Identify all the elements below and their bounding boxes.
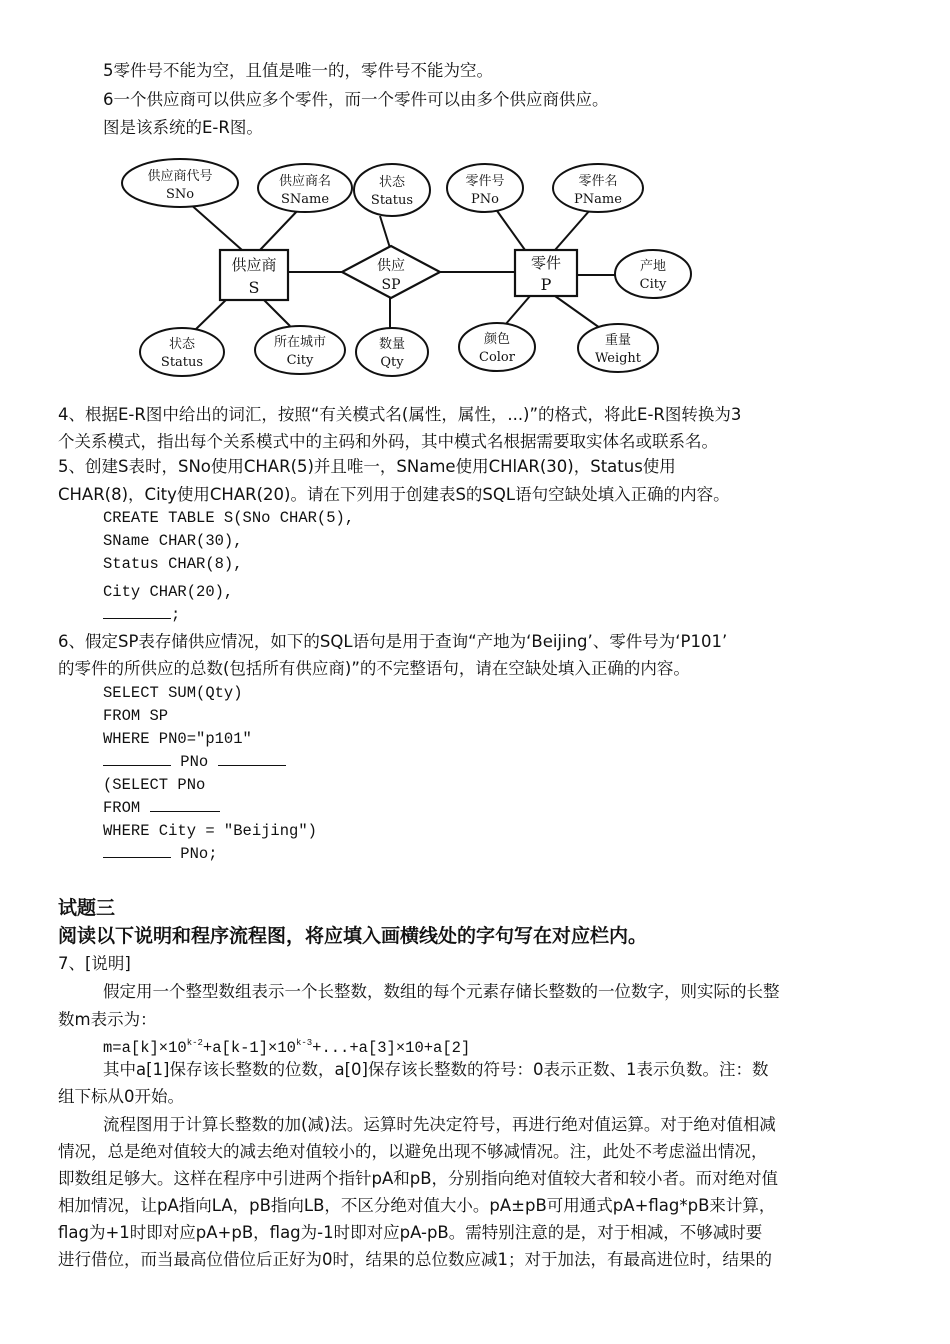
attr-p-city — [615, 250, 691, 298]
attr-weight-en: Weight — [594, 351, 642, 366]
attr-sname — [258, 164, 352, 212]
attr-p-city-cn: 产地 — [639, 259, 667, 274]
attr-qty-cn: 数量 — [378, 337, 406, 352]
attr-color — [459, 323, 535, 371]
q7-p3-line-2: 情况，总是绝对值较大的减去绝对值较小的，以避免出现不够减情况。注，此处不考虑溢出情况， — [58, 1142, 768, 1161]
er-diagram — [110, 150, 710, 382]
relationship-supply-cn: 供应 — [377, 258, 405, 274]
attr-weight — [578, 324, 658, 372]
q5-answer-blank[interactable] — [103, 604, 171, 619]
q6-code-8-end: PNo; — [171, 845, 218, 863]
q7-label: 7、[说明] — [58, 954, 131, 973]
q6-code-8 — [103, 843, 218, 865]
q7-p3-line-6: 进行借位，而当最高位借位后正好为0时，结果的总位数应减1；对于加法，有最高进位时，结果的 — [58, 1250, 772, 1269]
attr-pname-en: PName — [574, 192, 622, 207]
attr-pno-cn: 零件号 — [465, 174, 505, 189]
section3-title: 试题三 — [58, 897, 116, 919]
attr-s-city — [255, 326, 345, 374]
attr-sp-status-en: Status — [370, 193, 414, 208]
intro-line-2: 6一个供应商可以供应多个零件，而一个零件可以由多个供应商供应。 — [103, 90, 609, 109]
q6-answer-blank-2[interactable] — [218, 751, 286, 766]
q6-code-4-mid: PNo — [171, 753, 218, 771]
q7-formula-part-b: +a[k-1]×10 — [202, 1039, 296, 1057]
attr-sname-en: SName — [280, 192, 330, 207]
q7-p2-line-2: 组下标从0开始。 — [58, 1087, 184, 1106]
q6-code-6 — [103, 797, 220, 819]
q5-line-1: 5、创建S表时，SNo使用CHAR(5)并且唯一，SName使用CHlAR(30)，Status使用 — [58, 457, 676, 476]
intro-line-3: 图是该系统的E-R图。 — [103, 118, 263, 137]
entity-supplier-code: S — [248, 278, 260, 297]
q7-p3-line-5: flag为+1时即对应pA+pB，flag为-1时即对应pA-pB。需特别注意的是，对于相减，不够减时要 — [58, 1223, 763, 1242]
q5-line-2: CHAR(8)，City使用CHAR(20)。请在下列用于创建表S的SQL语句空缺处填入正确的内容。 — [58, 485, 730, 504]
q6-answer-blank-3[interactable] — [150, 797, 220, 812]
q6-answer-blank-4[interactable] — [103, 843, 171, 858]
q7-formula-exp-1: k-2 — [186, 1038, 203, 1048]
attr-s-status-cn: 状态 — [168, 337, 196, 352]
attr-sno-en: SNo — [165, 187, 195, 202]
attr-s-city-cn: 所在城市 — [273, 335, 327, 350]
q7-p1-line-1: 假定用一个整型数组表示一个长整数，数组的每个元素存储长整数的一位数字，则实际的长整 — [103, 982, 780, 1001]
entity-part — [515, 250, 577, 296]
q7-p2-line-1: 其中a[1]保存该长整数的位数，a[0]保存该长整数的符号：0表示正数、1表示负数。注：数 — [103, 1060, 769, 1079]
attr-pname-cn: 零件名 — [578, 174, 618, 189]
q6-line-2: 的零件的所供应的总数(包括所有供应商)”的不完整语句，请在空缺处填入正确的内容。 — [58, 659, 690, 678]
intro-line-1: 5零件号不能为空，且值是唯一的，零件号不能为空。 — [103, 61, 493, 80]
q7-p3-line-4: 相加情况，让pA指向LA，pB指向LB，不区分绝对值大小。pA±pB可用通式pA+flag*pB来计算， — [58, 1196, 776, 1215]
attr-sname-cn: 供应商名 — [278, 174, 332, 189]
entity-supplier — [220, 250, 288, 300]
q7-formula-exp-2: k-3 — [295, 1038, 313, 1048]
attr-color-en: Color — [479, 350, 515, 365]
attr-qty — [356, 328, 428, 376]
attr-sno — [122, 159, 238, 207]
entity-supplier-cn: 供应商 — [231, 256, 277, 274]
q4-line-1: 4、根据E-R图中给出的词汇，按照“有关模式名(属性，属性，...)”的格式，将此E-R图转换为3 — [58, 405, 742, 424]
attr-s-city-en: City — [286, 353, 314, 368]
q7-p3-line-1: 流程图用于计算长整数的加(减)法。运算时先决定符号，再进行绝对值运算。对于绝对值相减 — [103, 1115, 776, 1134]
q5-code-end: ; — [171, 606, 181, 624]
attr-sp-status — [354, 164, 430, 216]
q6-code-6-text: FROM — [103, 799, 150, 817]
q6-code-3: WHERE PN0="p101" — [103, 730, 252, 748]
attr-s-status-en: Status — [160, 355, 204, 370]
entity-part-cn: 零件 — [530, 254, 562, 272]
q7-formula-part-a: m=a[k]×10 — [103, 1039, 187, 1057]
attr-pno — [447, 164, 523, 212]
q4-line-2: 个关系模式，指出每个关系模式中的主码和外码，其中模式名根据需要取实体名或联系名。 — [58, 432, 718, 451]
relationship-supply-code: SP — [381, 277, 401, 293]
attr-weight-cn: 重量 — [604, 333, 632, 348]
q6-code-7: WHERE City = "Beijing") — [103, 822, 317, 840]
q6-answer-blank-1[interactable] — [103, 751, 171, 766]
attr-qty-en: Qty — [380, 355, 404, 370]
attr-sno-cn: 供应商代号 — [147, 169, 213, 184]
q6-code-5: (SELECT PNo — [103, 776, 206, 794]
section3-subtitle: 阅读以下说明和程序流程图，将应填入画横线处的字句写在对应栏内。 — [58, 925, 648, 947]
attr-sp-status-cn: 状态 — [378, 175, 406, 190]
entity-part-code: P — [540, 275, 552, 294]
q5-code-3: Status CHAR(8), — [103, 555, 243, 573]
attr-color-cn: 颜色 — [483, 332, 511, 347]
q7-p3-line-3: 即数组足够大。这样在程序中引进两个指针pA和pB，分别指向绝对值较大者和较小者。而对绝对值 — [58, 1169, 779, 1188]
attr-pno-en: PNo — [471, 192, 499, 207]
q5-code-4: City CHAR(20), — [103, 583, 234, 601]
q6-code-2: FROM SP — [103, 707, 169, 725]
q5-code-5 — [103, 604, 180, 626]
q6-code-4 — [103, 751, 286, 773]
q7-formula — [103, 1032, 470, 1059]
q6-code-1: SELECT SUM(Qty) — [103, 684, 243, 702]
attr-s-status — [140, 328, 224, 376]
q7-p1-line-2: 数m表示为： — [58, 1010, 157, 1029]
q5-code-2: SName CHAR(30), — [103, 532, 243, 550]
attr-p-city-en: City — [639, 277, 667, 292]
q5-code-1: CREATE TABLE S(SNo CHAR(5), — [103, 509, 355, 527]
q7-formula-part-c: +...+a[3]×10+a[2] — [312, 1039, 471, 1057]
q6-line-1: 6、假定SP表存储供应情况，如下的SQL语句是用于查询“产地为‘Beijing’、零件号为‘P101’ — [58, 632, 728, 651]
attr-pname — [553, 164, 643, 212]
relationship-supply — [342, 246, 440, 298]
